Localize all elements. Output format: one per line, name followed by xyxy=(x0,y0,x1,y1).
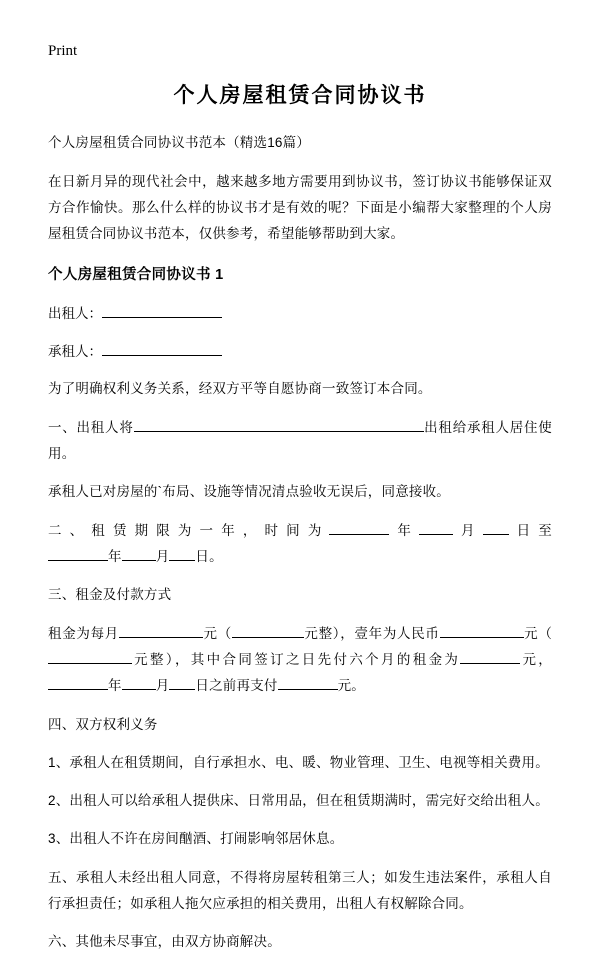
clause-two-pre: 二、租赁期限为一年，时间为 xyxy=(48,522,330,538)
clause-two-year1-input[interactable] xyxy=(329,521,389,535)
clause-two xyxy=(48,518,552,571)
clause-two-year2-label: 年 xyxy=(108,548,122,564)
clause-six: 六、其他未尽事宜，由双方协商解决。 xyxy=(48,934,281,950)
clause-three-month-input[interactable] xyxy=(122,676,156,690)
clause-three-c: 元整），壹年为人民币 xyxy=(303,625,440,641)
clause-two-day1-label: 日至 xyxy=(508,522,552,538)
clause-three-body xyxy=(48,621,552,700)
clause-four-title: 四、双方权利义务 xyxy=(48,716,158,732)
clause-three-yearly-rent-words-input[interactable] xyxy=(48,650,132,664)
clause-four-item-2: 2、出租人可以给承租人提供床、日常用品，但在租赁期满时，需完好交给出租人。 xyxy=(48,793,549,809)
clause-two-month2-input[interactable] xyxy=(122,547,156,561)
clause-four-item-3: 3、出租人不许在房间酗酒、打闹影响邻居休息。 xyxy=(48,831,344,847)
clause-three-g: 年 xyxy=(108,678,122,694)
clause-one-pre: 一、出租人将 xyxy=(48,419,134,435)
clause-three-remaining-input[interactable] xyxy=(278,676,338,690)
clause-three-j: 元。 xyxy=(337,678,366,694)
clause-four-item-1: 1、承租人在租赁期间，自行承担水、电、暖、物业管理、卫生、电视等相关费用。 xyxy=(48,754,549,770)
clause-three-monthly-rent-input[interactable] xyxy=(119,624,203,638)
document-intro: 在日新月异的现代社会中，越来越多地方需要用到协议书，签订协议书能够保证双方合作愉快。那么什么样的协议书才是有效的呢？下面是小编帮大家整理的个人房屋租赁合同协议书范本，仅供参考，希望能够帮助到大家。 xyxy=(48,173,552,242)
clause-two-month1-input[interactable] xyxy=(419,521,453,535)
field-lessee xyxy=(48,338,552,366)
clause-three-i: 日之前再支付 xyxy=(195,678,278,694)
clause-three-monthly-rent-words-input[interactable] xyxy=(232,624,304,638)
clause-two-month2-label: 月 xyxy=(155,548,170,564)
clause-three-six-month-input[interactable] xyxy=(460,650,520,664)
clause-three-f: 元， xyxy=(520,651,553,667)
field-lessor-label: 出租人： xyxy=(48,305,102,321)
clause-three-e: 元整），其中合同签订之日先付六个月的租金为 xyxy=(132,651,461,667)
clause-three-h: 月 xyxy=(155,678,170,694)
clause-three-title: 三、租金及付款方式 xyxy=(48,587,172,603)
clause-two-year2-input[interactable] xyxy=(48,547,108,561)
clause-two-year1-label: 年 xyxy=(389,522,420,538)
print-button[interactable]: Print xyxy=(48,43,78,59)
clause-three-year-input[interactable] xyxy=(48,676,108,690)
clause-two-day2-label: 日。 xyxy=(195,548,223,564)
paragraph-purpose: 为了明确权利义务关系，经双方平等自愿协商一致签订本合同。 xyxy=(48,381,432,397)
clause-two-day1-input[interactable] xyxy=(483,521,509,535)
section-heading: 个人房屋租赁合同协议书 1 xyxy=(48,266,224,283)
clause-three-day-input[interactable] xyxy=(169,676,195,690)
clause-five: 五、承租人未经出租人同意，不得将房屋转租第三人；如发生违法案件，承租人自行承担责任；如承租人拖欠应承担的相关费用，出租人有权解除合同。 xyxy=(48,869,552,912)
clause-two-month1-label: 月 xyxy=(453,522,483,538)
clause-one-post: 出租给承租人居住使用。 xyxy=(48,419,552,462)
field-lessee-input[interactable] xyxy=(102,342,222,356)
field-lessor xyxy=(48,300,552,328)
clause-three-yearly-rent-input[interactable] xyxy=(440,624,524,638)
clause-three-b: 元（ xyxy=(203,625,232,641)
page-title: 个人房屋租赁合同协议书 xyxy=(173,84,427,107)
field-lessee-label: 承租人： xyxy=(48,344,102,360)
document-subtitle: 个人房屋租赁合同协议书范本（精选16篇） xyxy=(48,135,311,151)
clause-three-a: 租金为每月 xyxy=(48,625,119,641)
clause-two-day2-input[interactable] xyxy=(169,547,195,561)
clause-three-d: 元（ xyxy=(523,625,553,641)
field-lessor-input[interactable] xyxy=(102,304,222,318)
paragraph-inspection: 承租人已对房屋的`布局、设施等情况清点验收无误后，同意接收。 xyxy=(48,484,450,500)
clause-one xyxy=(48,415,552,468)
clause-one-address-input[interactable] xyxy=(134,418,424,432)
